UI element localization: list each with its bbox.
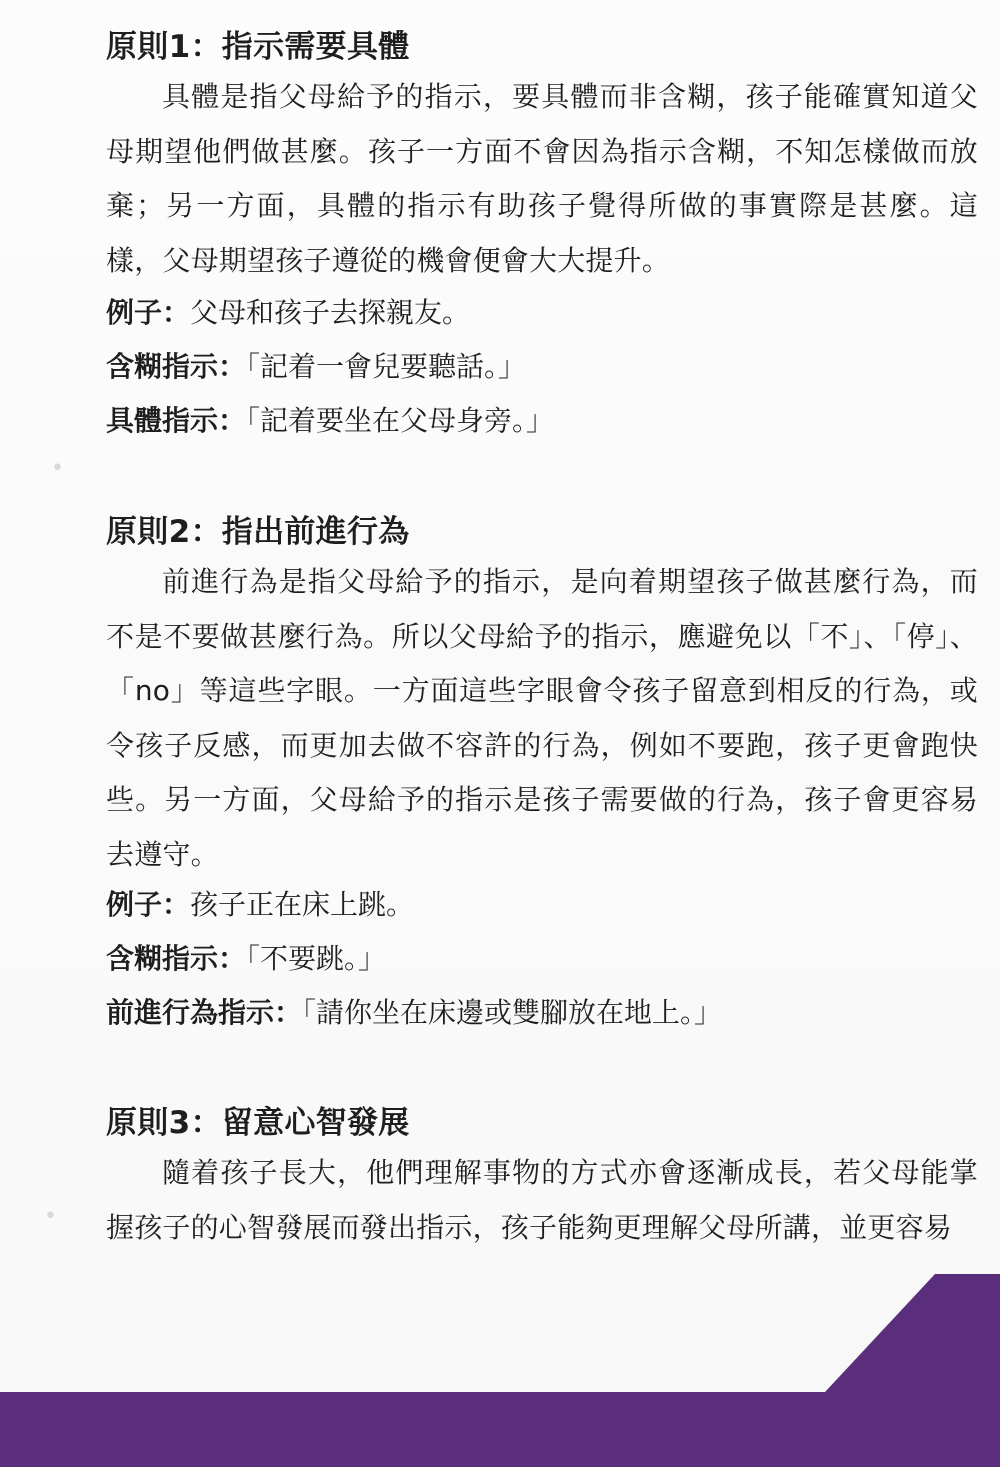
section-2-heading: 原則2：指出前進行為 [106,514,410,550]
section-2-vague-instruction-line [106,940,386,978]
example-text: 孩子正在床上跳。 [190,888,415,921]
vague-instruction-label: 含糊指示： [106,942,247,975]
vague-instruction-text: 「記着一會兒要聽話。」 [246,350,527,383]
section-2-example-line [106,886,414,924]
section-1-specific-instruction-line [106,402,554,440]
section-3-heading: 原則3：留意心智發展 [106,1105,410,1141]
forward-instruction-text: 「請你坐在床邊或雙腳放在地上。」 [302,996,723,1029]
vague-instruction-label: 含糊指示： [106,350,247,383]
vague-instruction-text: 「不要跳。」 [246,942,387,975]
section-1-paragraph: 具體是指父母給予的指示，要具體而非含糊，孩子能確實知道父母期望他們做甚麼。孩子一方面不會因為指示含糊，不知怎樣做而放棄；另一方面，具體的指示有助孩子覺得所做的事實際是甚麼。這樣，父母期望孩子遵從的機會便會大大提升。 [106,80,978,277]
section-1-heading: 原則1：指示需要具體 [106,29,410,65]
section-1-vague-instruction-line [106,348,526,386]
example-text: 父母和孩子去探親友。 [190,296,471,329]
faint-bleed-mark: • [51,456,64,481]
footer-purple-band [0,1274,1000,1467]
section-3-paragraph: 隨着孩子長大，他們理解事物的方式亦會逐漸成長，若父母能掌握孩子的心智發展而發出指示，孩子能夠更理解父母所講，並更容易 [106,1156,978,1244]
section-1-example-line [106,294,470,332]
forward-instruction-label: 前進行為指示： [106,996,303,1029]
section-2-paragraph: 前進行為是指父母給予的指示，是向着期望孩子做甚麼行為，而不是不要做甚麼行為。所以父母給予的指示，應避免以「不」、「停」、「no」等這些字眼。一方面這些字眼會令孩子留意到相反的行為，或令孩子反感，而更加去做不容許的行為，例如不要跑，孩子更會跑快些。另一方面，父母給予的指示是孩子需要做的行為，孩子會更容易去遵守。 [106,565,978,871]
section-2-forward-instruction-line [106,994,722,1032]
specific-instruction-text: 「記着要坐在父母身旁。」 [246,404,555,437]
example-label: 例子： [106,888,191,921]
specific-instruction-label: 具體指示： [106,404,247,437]
example-label: 例子： [106,296,191,329]
faint-bleed-mark: • [44,1204,57,1229]
